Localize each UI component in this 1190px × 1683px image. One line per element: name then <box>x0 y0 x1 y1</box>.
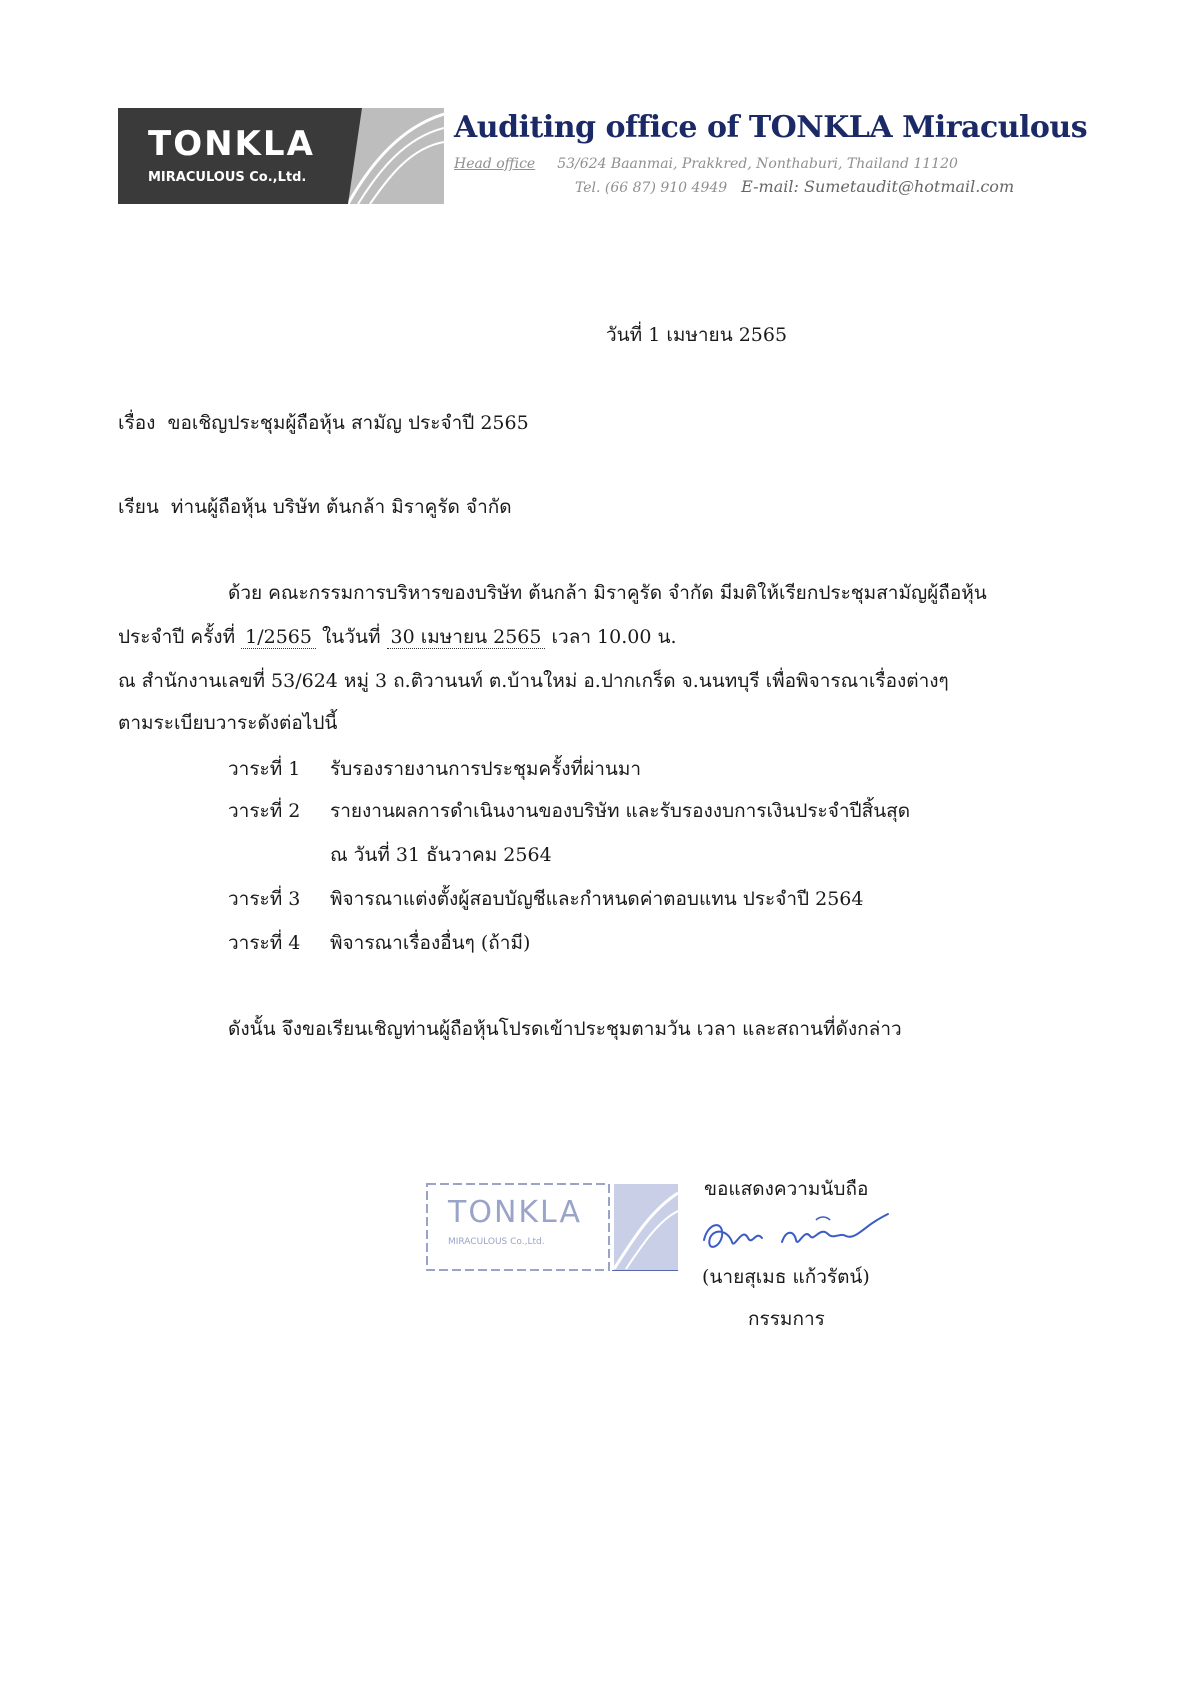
agenda-text-1: รับรองรายงานการประชุมครั้งที่ผ่านมา <box>330 758 642 780</box>
firm-contact-line <box>575 177 1014 196</box>
firm-phone: Tel. (66 87) 910 4949 <box>575 180 728 196</box>
company-stamp <box>426 1183 680 1271</box>
meeting-round-number: 1/2565 <box>241 626 316 649</box>
firm-address-line <box>454 156 958 172</box>
recipient-label: เรียน <box>118 496 159 518</box>
signoff-regards: ขอแสดงความนับถือ <box>704 1178 869 1200</box>
body-line-2 <box>118 628 677 647</box>
meeting-time: เวลา 10.00 น. <box>551 626 677 648</box>
agenda-text-2: รายงานผลการดำเนินงานของบริษัท และรับรองงบการเงินประจำปีสิ้นสุด <box>330 800 911 822</box>
stamp-subtitle: MIRACULOUS Co.,Ltd. <box>448 1237 545 1247</box>
agenda-text-3: พิจารณาแต่งตั้งผู้สอบบัญชีและกำหนดค่าตอบแทน ประจำปี 2564 <box>330 888 864 910</box>
logo-wordmark: TONKLA <box>148 124 315 164</box>
agenda-number-2: วาระที่ 2 <box>228 800 301 822</box>
recipient-line <box>118 498 512 517</box>
body-line-1: ด้วย คณะกรรมการบริหารของบริษัท ต้นกล้า มิราคูรัด จำกัด มีมติให้เรียกประชุมสามัญผู้ถือหุ้น <box>228 582 987 604</box>
handwritten-signature <box>698 1208 894 1262</box>
signatory-position: กรรมการ <box>748 1308 825 1330</box>
company-logo <box>118 108 444 204</box>
body-line-4: ตามระเบียบวาระดังต่อไปนี้ <box>118 712 338 734</box>
agenda-text-4: พิจารณาเรื่องอื่นๆ (ถ้ามี) <box>330 932 531 954</box>
logo-swoosh-icon <box>348 108 444 204</box>
agenda-number-1: วาระที่ 1 <box>228 758 301 780</box>
logo-subtitle: MIRACULOUS Co.,Ltd. <box>148 170 307 185</box>
firm-email: E-mail: Sumetaudit@hotmail.com <box>741 177 1015 196</box>
closing-paragraph: ดังนั้น จึงขอเรียนเชิญท่านผู้ถือหุ้นโปรดเข้าประชุมตามวัน เวลา และสถานที่ดังกล่าว <box>228 1018 902 1040</box>
signatory-name: (นายสุเมธ แก้วรัตน์) <box>702 1266 870 1288</box>
meeting-round-label: ประจำปี ครั้งที่ <box>118 626 236 648</box>
agenda-text-2-cont: ณ วันที่ 31 ธันวาคม 2564 <box>330 844 552 866</box>
subject-line <box>118 414 529 433</box>
recipient-text: ท่านผู้ถือหุ้น บริษัท ต้นกล้า มิราคูรัด จำกัด <box>170 496 512 518</box>
subject-text: ขอเชิญประชุมผู้ถือหุ้น สามัญ ประจำปี 2565 <box>167 412 529 434</box>
firm-address: 53/624 Baanmai, Prakkred, Nonthaburi, Thailand 11120 <box>557 156 958 172</box>
letter-date: วันที่ 1 เมษายน 2565 <box>606 324 788 346</box>
firm-name: Auditing office of TONKLA Miraculous <box>454 110 1088 145</box>
meeting-date: 30 เมษายน 2565 <box>387 626 546 649</box>
head-office-label: Head office <box>454 156 536 172</box>
agenda-number-3: วาระที่ 3 <box>228 888 301 910</box>
subject-label: เรื่อง <box>118 412 156 434</box>
stamp-wordmark: TONKLA <box>448 1195 582 1230</box>
body-line-3: ณ สำนักงานเลขที่ 53/624 หมู่ 3 ถ.ติวานนท์ ต.บ้านใหม่ อ.ปากเกร็ด จ.นนทบุรี เพื่อพิจารณาเรื่องต่างๆ <box>118 670 949 692</box>
meeting-date-label: ในวันที่ <box>322 626 381 648</box>
agenda-number-4: วาระที่ 4 <box>228 932 301 954</box>
